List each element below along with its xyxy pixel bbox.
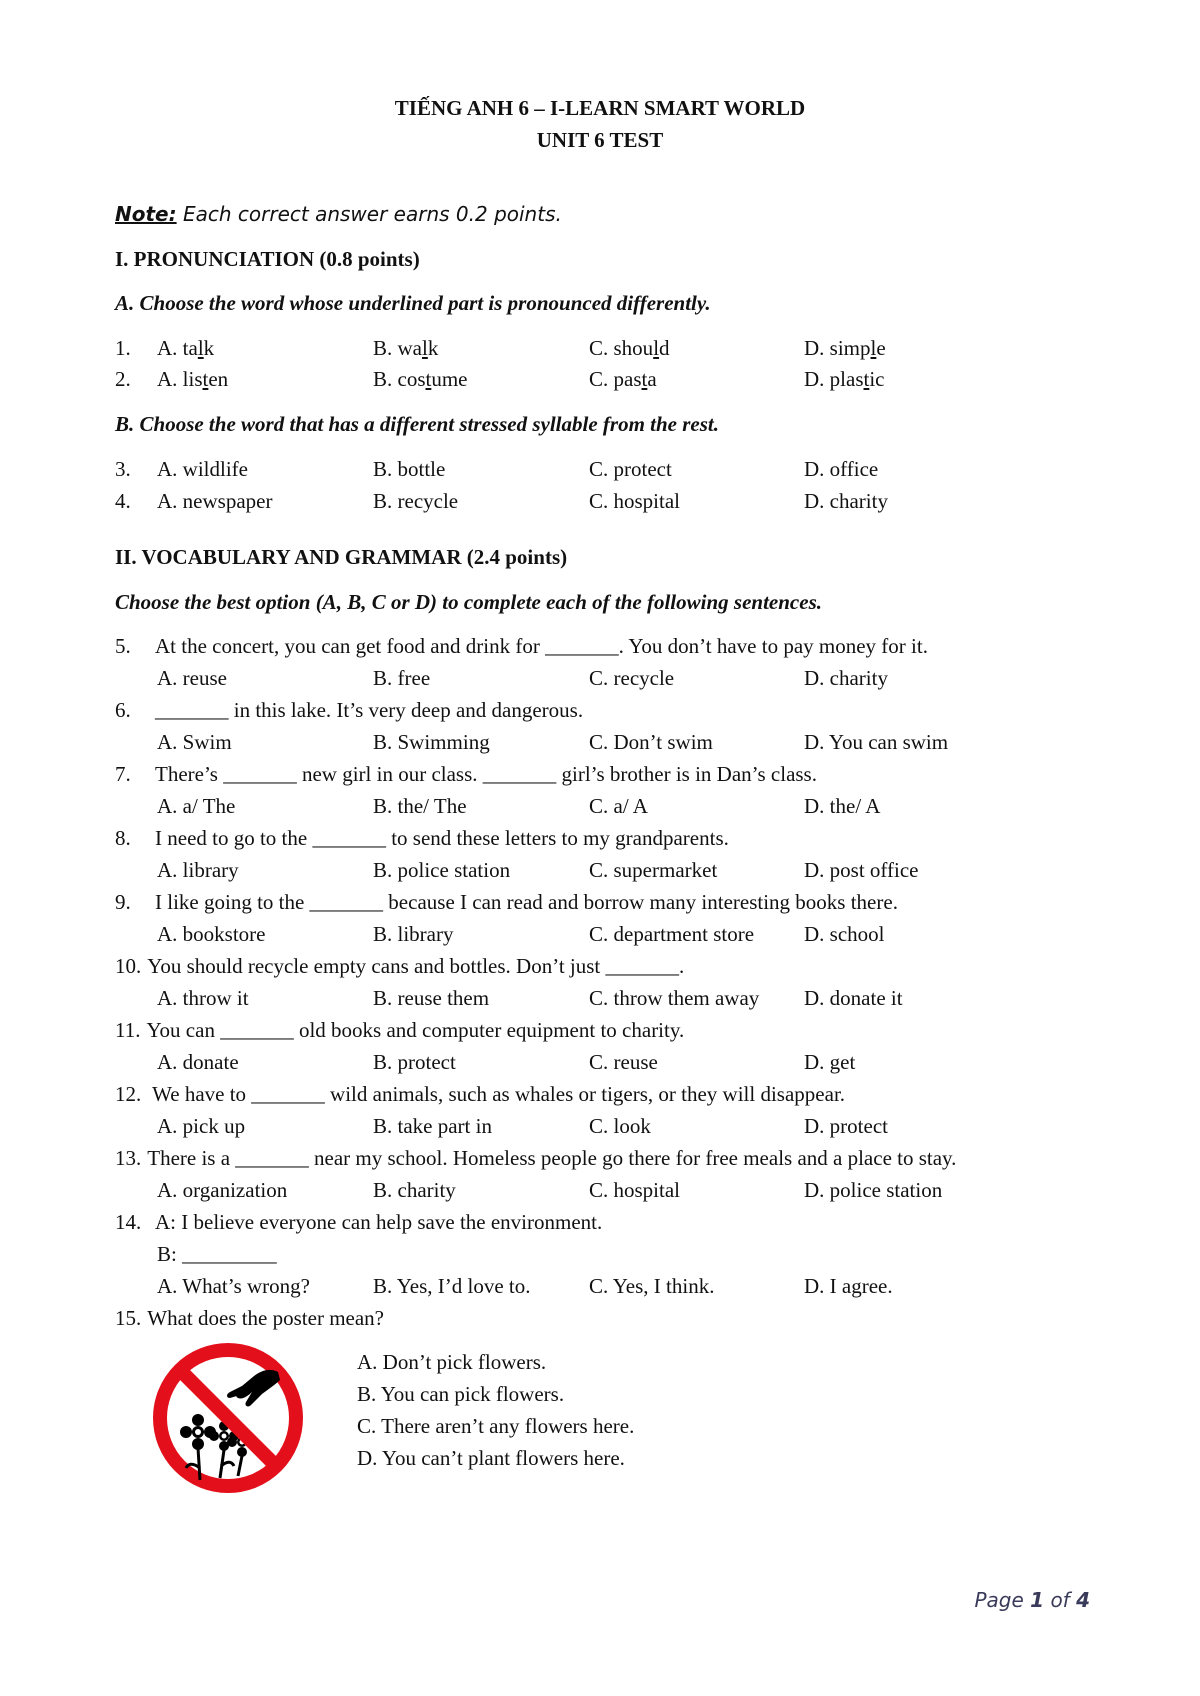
option-c: C. department store (589, 922, 755, 946)
question-1-options (0, 336, 1200, 366)
option-a: A. bookstore (157, 922, 266, 946)
question-15: 15. What does the poster mean? (115, 1306, 384, 1330)
option-d: D. protect (804, 1114, 888, 1138)
question-6: 6. _______ in this lake. It’s very deep and dangerous. (115, 698, 584, 722)
option-d: D. school (804, 922, 885, 946)
question-text: What does the poster mean? (147, 1306, 384, 1330)
question-9-options (0, 922, 1200, 952)
option-a: A. organization (157, 1178, 288, 1202)
current-page: 1 (1030, 1588, 1045, 1612)
question-7: 7. There’s _______ new girl in our class. _______ girl’s brother is in Dan’s class. (115, 762, 817, 786)
option-b: B. You can pick flowers. (357, 1382, 565, 1406)
question-8: 8. I need to go to the _______ to send these letters to my grandparents. (115, 826, 729, 850)
option-c: C. Don’t swim (589, 730, 713, 754)
option-b: B. take part in (373, 1114, 492, 1138)
question-text: _______ in this lake. It’s very deep and dangerous. (155, 698, 584, 722)
question-text: You should recycle empty cans and bottles. Don’t just _______. (147, 954, 685, 978)
question-14: 14. A: I believe everyone can help save the environment. (115, 1210, 603, 1234)
part-b-instruction: B. Choose the word that has a different stressed syllable from the rest. (115, 412, 719, 436)
question-9: 9. I like going to the _______ because I can read and borrow many interesting books there. (115, 890, 898, 914)
option-d: D. post office (804, 858, 919, 882)
question-11-options (0, 1050, 1200, 1080)
question-13-options (0, 1178, 1200, 1208)
option-d: D. police station (804, 1178, 943, 1202)
question-number: 4. (115, 489, 131, 513)
question-5-options (0, 666, 1200, 696)
option-c: C. reuse (589, 1050, 658, 1074)
section-pronunciation-heading: I. PRONUNCIATION (0.8 points) (115, 247, 420, 271)
option-b: B. Yes, I’d love to. (373, 1274, 531, 1298)
option-a: A. listen (157, 367, 229, 391)
question-10-options (0, 986, 1200, 1016)
question-12: 12. We have to _______ wild animals, such as whales or tigers, or they will disappear. (115, 1082, 846, 1106)
option-d: D. charity (804, 666, 888, 690)
question-10: 10. You should recycle empty cans and bottles. Don’t just _______. (115, 954, 685, 978)
option-a: A. reuse (157, 666, 227, 690)
option-a: A. talk (157, 336, 215, 360)
question-text: I need to go to the _______ to send these letters to my grandparents. (155, 826, 729, 850)
option-a: A. throw it (157, 986, 249, 1010)
section-vocabulary-heading: II. VOCABULARY AND GRAMMAR (2.4 points) (115, 545, 568, 569)
option-a: A. wildlife (157, 457, 248, 481)
question-text: We have to _______ wild animals, such as whales or tigers, or they will disappear. (147, 1082, 846, 1106)
option-b: B. police station (373, 858, 511, 882)
option-a: A. What’s wrong? (157, 1274, 310, 1298)
question-11: 11. You can _______ old books and computer equipment to charity. (115, 1018, 685, 1042)
part-a-instruction: A. Choose the word whose underlined part is pronounced differently. (115, 291, 711, 315)
question-text: At the concert, you can get food and drink for _______. You don’t have to pay money for it. (155, 634, 928, 658)
option-b: B. protect (373, 1050, 456, 1074)
section-2-instruction: Choose the best option (A, B, C or D) to complete each of the following sentences. (115, 590, 822, 614)
option-c: C. hospital (589, 489, 681, 513)
page-title: TIẾNG ANH 6 – I-LEARN SMART WORLD (394, 96, 806, 120)
question-13: 13. There is a _______ near my school. Homeless people go there for free meals and a place to stay. (115, 1146, 957, 1170)
option-b: B. library (373, 922, 454, 946)
question-text: There is a _______ near my school. Homeless people go there for free meals and a place to stay. (147, 1146, 957, 1170)
option-c: C. supermarket (589, 858, 718, 882)
option-b: B. charity (373, 1178, 456, 1202)
question-3-options (0, 457, 1200, 487)
option-d: D. I agree. (804, 1274, 893, 1298)
question-14-options (0, 1274, 1200, 1304)
question-text: You can _______ old books and computer equipment to charity. (146, 1018, 685, 1042)
question-5: 5. At the concert, you can get food and drink for _______. You don’t have to pay money for it. (115, 634, 928, 658)
question-7-options (0, 794, 1200, 824)
option-d: D. You can swim (804, 730, 949, 754)
question-number: 2. (115, 367, 131, 391)
option-c: C. recycle (589, 666, 675, 690)
option-d: D. charity (804, 489, 888, 513)
option-a: A. library (157, 858, 239, 882)
option-a: A. Don’t pick flowers. (357, 1350, 547, 1374)
option-b: B. walk (373, 336, 439, 360)
option-a: A. newspaper (157, 489, 273, 513)
option-d: D. the/ A (804, 794, 881, 818)
question-number: 3. (115, 457, 131, 481)
question-number: 1. (115, 336, 131, 360)
option-c: C. a/ A (589, 794, 648, 818)
question-6-options (0, 730, 1200, 760)
question-text: There’s _______ new girl in our class. _______ girl’s brother is in Dan’s class. (155, 762, 817, 786)
option-c: C. hospital (589, 1178, 681, 1202)
option-b: B. bottle (373, 457, 446, 481)
option-b: B. the/ The (373, 794, 467, 818)
option-a: A. donate (157, 1050, 239, 1074)
option-a: A. a/ The (157, 794, 236, 818)
dialogue-line-a: A: I believe everyone can help save the environment. (155, 1210, 603, 1234)
note-label: Note: (115, 202, 177, 226)
option-c: C. should (589, 336, 670, 360)
option-d: D. get (804, 1050, 856, 1074)
option-b: B. Swimming (373, 730, 490, 754)
dialogue-line-b: B: _________ (157, 1242, 277, 1266)
option-d: D. simple (804, 336, 886, 360)
page-subtitle: UNIT 6 TEST (536, 128, 664, 152)
option-d: D. donate it (804, 986, 903, 1010)
option-b: B. costume (373, 367, 468, 391)
question-2-options (0, 367, 1200, 397)
option-a: A. Swim (157, 730, 232, 754)
option-d: D. You can’t plant flowers here. (357, 1446, 625, 1470)
option-c: C. protect (589, 457, 672, 481)
total-pages: 4 (1076, 1588, 1090, 1612)
option-b: B. reuse them (373, 986, 490, 1010)
question-text: I like going to the _______ because I can read and borrow many interesting books there. (155, 890, 898, 914)
note (115, 202, 562, 226)
option-c: C. Yes, I think. (589, 1274, 715, 1298)
no-picking-flowers-sign-icon (150, 1340, 306, 1496)
note-text: Each correct answer earns 0.2 points. (182, 202, 562, 226)
question-12-options (0, 1114, 1200, 1144)
question-8-options (0, 858, 1200, 888)
option-b: B. free (373, 666, 431, 690)
option-d: D. plastic (804, 367, 885, 391)
option-b: B. recycle (373, 489, 459, 513)
option-c: C. throw them away (589, 986, 760, 1010)
page-number-footer: Page 1 of 4 (974, 1588, 1090, 1612)
option-c: C. pasta (589, 367, 657, 391)
option-a: A. pick up (157, 1114, 246, 1138)
option-d: D. office (804, 457, 879, 481)
question-4-options (0, 489, 1200, 519)
option-c: C. look (589, 1114, 651, 1138)
option-c: C. There aren’t any flowers here. (357, 1414, 635, 1438)
